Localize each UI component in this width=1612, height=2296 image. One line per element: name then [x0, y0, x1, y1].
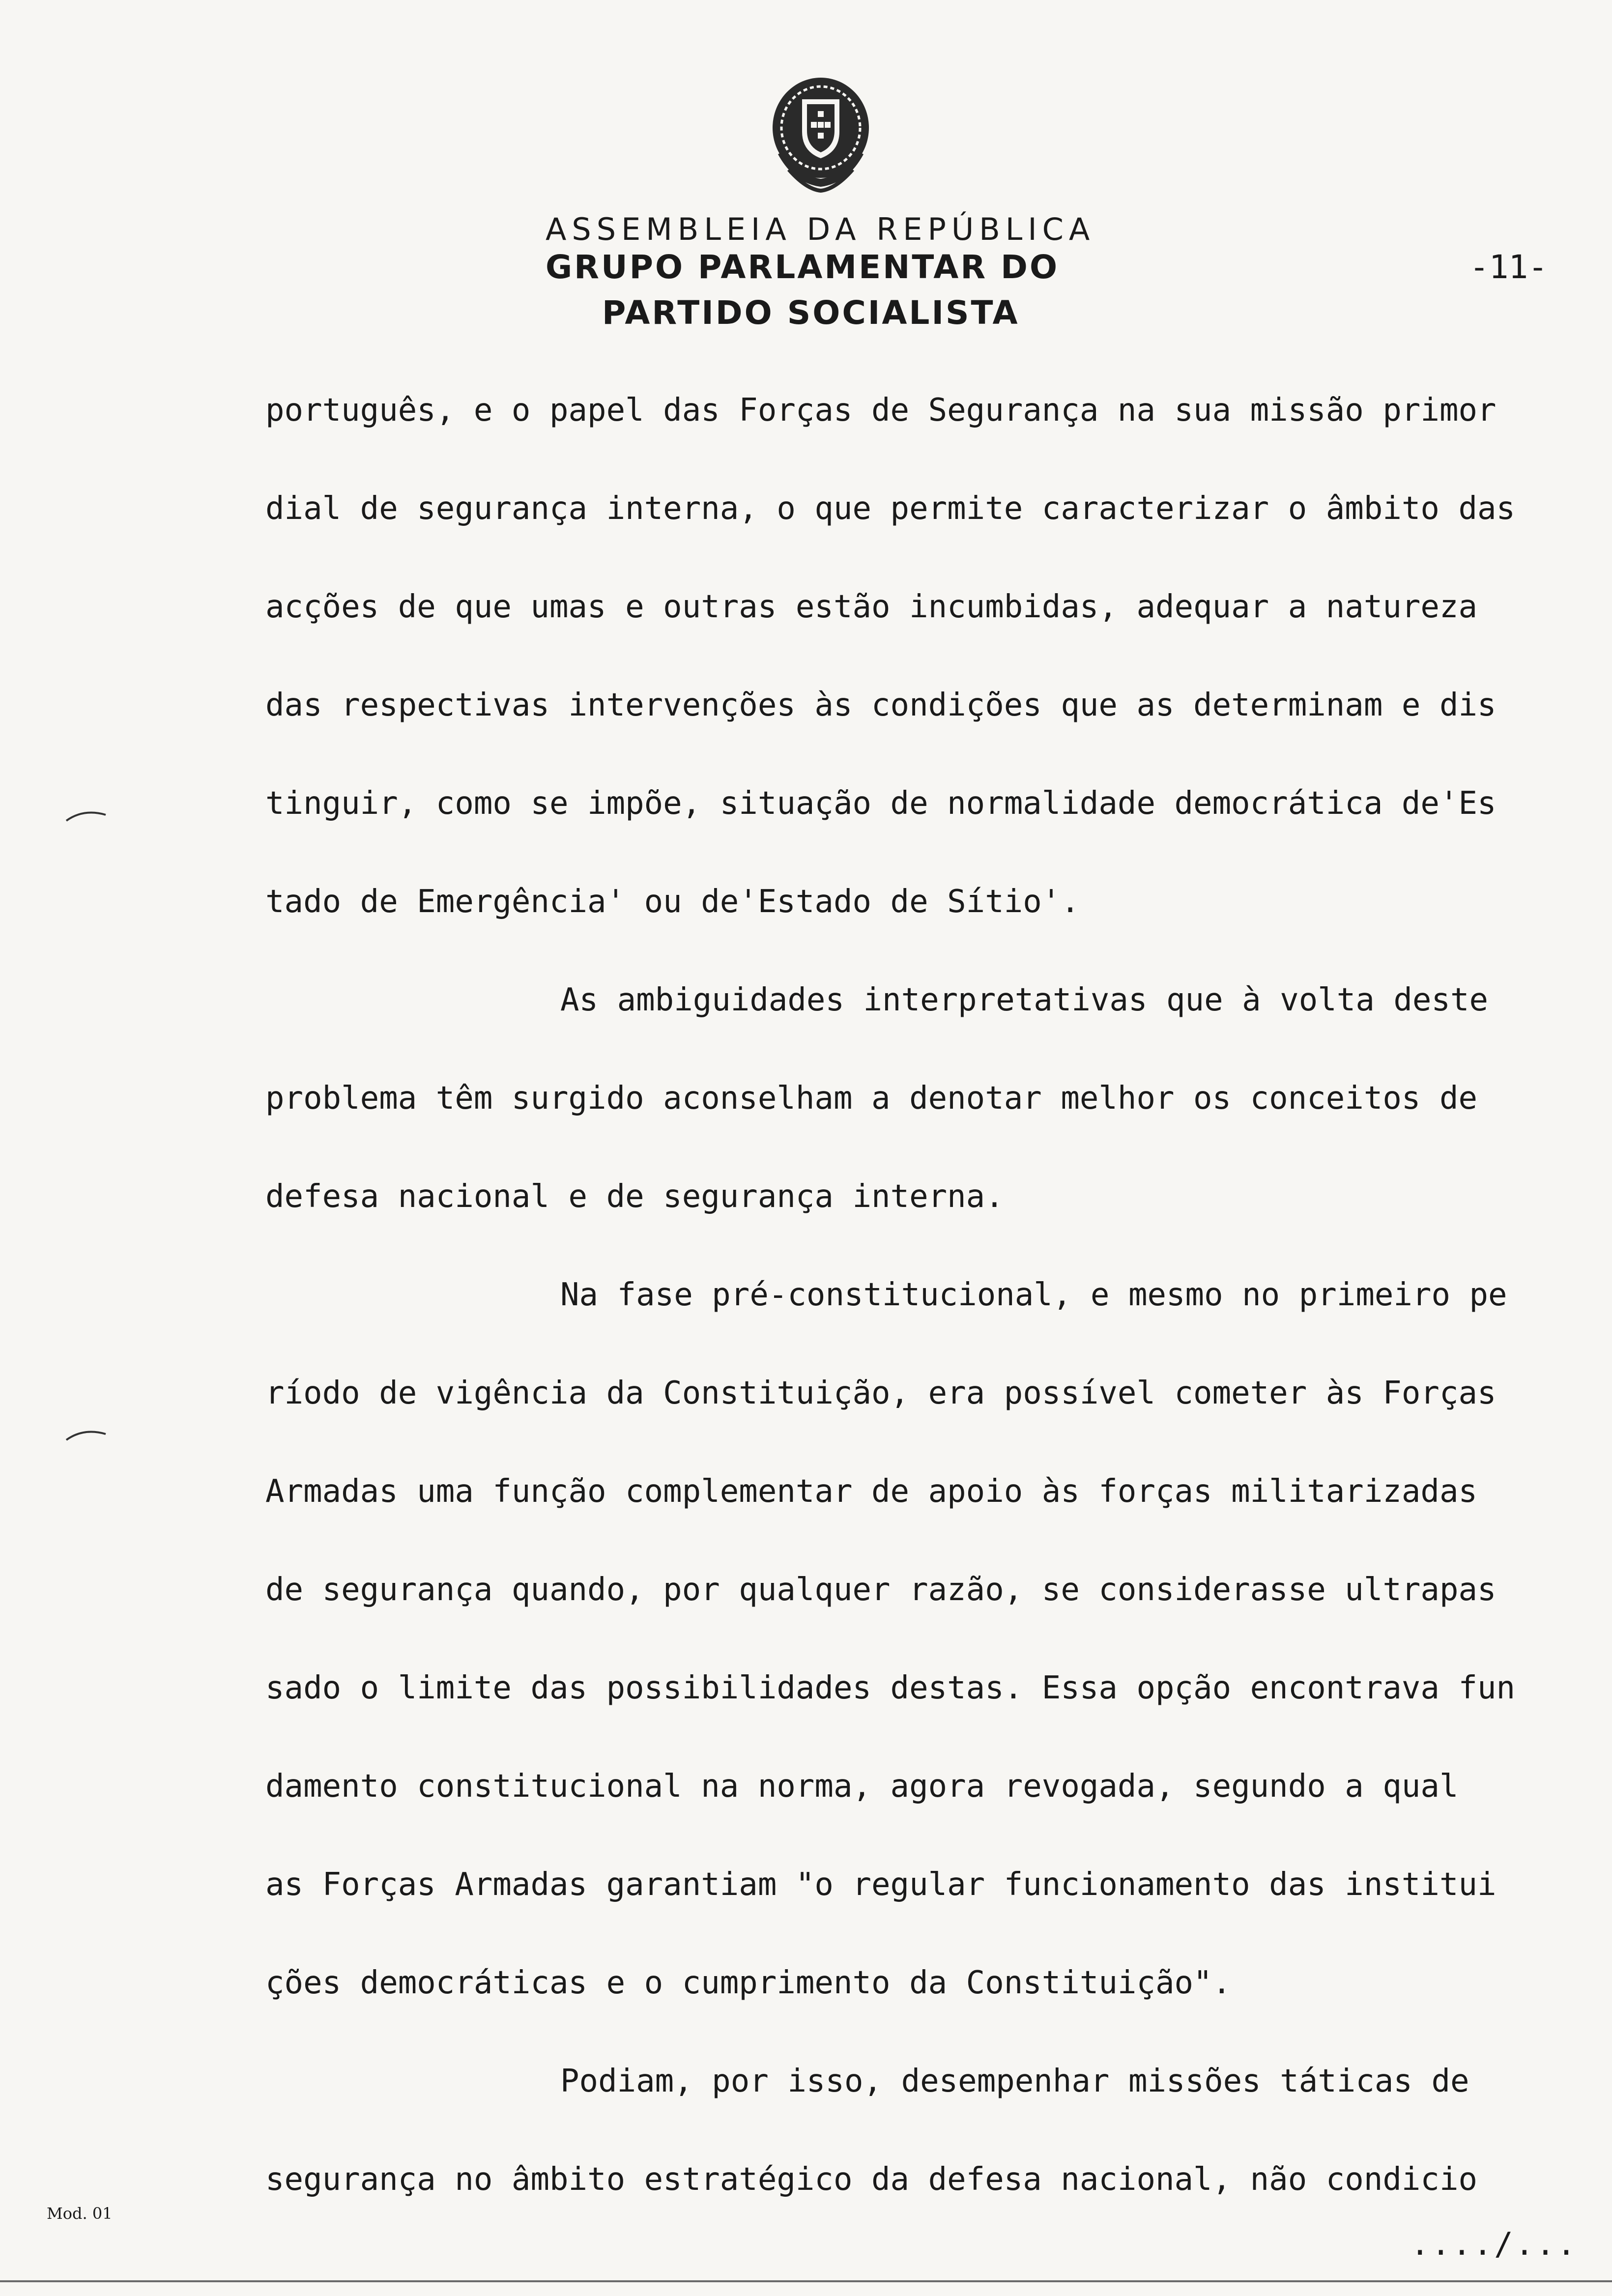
body-line: tado de Emergência' ou de'Estado de Sítio'. — [265, 884, 1080, 920]
letterhead-assembly-name: ASSEMBLEIA DA REPÚBLICA — [546, 211, 1095, 247]
paragraph-start-line: As ambiguidades interpretativas que à volta deste — [560, 982, 1489, 1018]
body-line: Armadas uma função complementar de apoio às forças militarizadas — [265, 1473, 1477, 1510]
body-line: português, e o papel das Forças de Segurança na sua missão primor — [265, 392, 1497, 429]
paragraph-start-line: Na fase pré-constitucional, e mesmo no primeiro pe — [560, 1277, 1507, 1313]
body-line: de segurança quando, por qualquer razão, se considerasse ultrapas — [265, 1572, 1497, 1608]
paragraph-start-line: Podiam, por isso, desempenhar missões táticas de — [560, 2063, 1469, 2099]
form-model-label: Mod. 01 — [47, 2204, 113, 2223]
body-line: problema têm surgido aconselham a denotar melhor os conceitos de — [265, 1080, 1477, 1117]
body-text — [265, 361, 1563, 2229]
body-line: dial de segurança interna, o que permite caracterizar o âmbito das — [265, 490, 1516, 527]
body-line: as Forças Armadas garantiam "o regular funcionamento das institui — [265, 1866, 1497, 1903]
body-line: das respectivas intervenções às condições que as determinam e dis — [265, 687, 1497, 723]
body-line: damento constitucional na norma, agora revogada, segundo a qual — [265, 1768, 1459, 1805]
body-line: sado o limite das possibilidades destas. Essa opção encontrava fun — [265, 1670, 1516, 1706]
body-line: acções de que umas e outras estão incumbidas, adequar a natureza — [265, 589, 1477, 625]
body-line: ríodo de vigência da Constituição, era possível cometer às Forças — [265, 1375, 1497, 1411]
page-number: -11- — [1469, 248, 1548, 286]
bottom-scan-edge — [0, 2280, 1612, 2282]
letterhead-group-name: GRUPO PARLAMENTAR DO — [546, 248, 1060, 286]
coat-of-arms-emblem — [762, 69, 880, 197]
body-line: defesa nacional e de segurança interna. — [265, 1178, 1004, 1215]
margin-hole-punch-mark — [64, 806, 108, 826]
body-line: tinguir, como se impõe, situação de normalidade democrática de'Es — [265, 785, 1497, 822]
continuation-marker: ..../... — [1410, 2226, 1578, 2263]
letterhead-party-name: PARTIDO SOCIALISTA — [602, 294, 1020, 332]
body-line: segurança no âmbito estratégico da defesa nacional, não condicio — [265, 2161, 1477, 2198]
body-line: ções democráticas e o cumprimento da Constituição". — [265, 1965, 1232, 2001]
margin-hole-punch-mark — [64, 1425, 108, 1445]
